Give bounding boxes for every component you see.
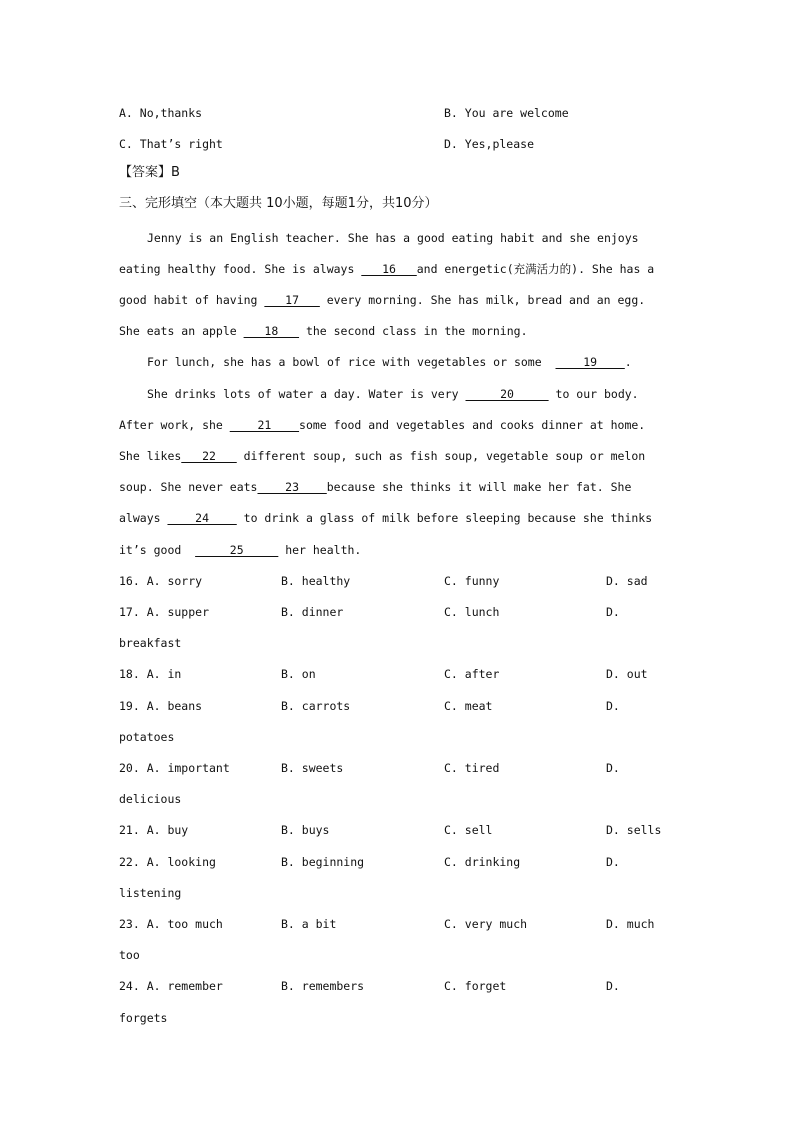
choice-b: B. dinner xyxy=(281,605,344,619)
blank-18: ___18___ xyxy=(243,324,300,338)
passage-line: She likes___22___ different soup, such as fish soup, vegetable soup or melon xyxy=(119,449,646,463)
choice-a: 20. A. important xyxy=(119,761,230,775)
choice-b: B. carrots xyxy=(281,699,351,713)
passage-line: always ____24____ to drink a glass of milk before sleeping because she thinks xyxy=(119,511,653,525)
choice-c: C. after xyxy=(444,667,500,681)
choice-a: 18. A. in xyxy=(119,667,182,681)
option-c: C. That’s right xyxy=(119,137,223,151)
choice-d: D. xyxy=(606,761,620,775)
choice-d: D. sad xyxy=(606,574,648,588)
blank-19: ____19____ xyxy=(555,355,625,369)
choice-b: B. sweets xyxy=(281,761,344,775)
choice-c: C. meat xyxy=(444,699,493,713)
option-d: D. Yes,please xyxy=(444,137,535,151)
choice-d-wrap: forgets xyxy=(119,1011,168,1025)
passage-line: it’s good _____25_____ her health. xyxy=(119,543,362,557)
choice-c: C. tired xyxy=(444,761,500,775)
choice-b: B. healthy xyxy=(281,574,351,588)
choice-d: D. sells xyxy=(606,823,662,837)
choice-d: D. much xyxy=(606,917,655,931)
passage-line: soup. She never eats____23____because she thinks it will make her fat. She xyxy=(119,480,632,494)
choice-a: 24. A. remember xyxy=(119,979,223,993)
passage-line: eating healthy food. She is always ___16___and energetic(充满活力的). She has a xyxy=(119,262,655,276)
choice-c: C. funny xyxy=(444,574,500,588)
option-a: A. No,thanks xyxy=(119,106,203,120)
choice-b: B. on xyxy=(281,667,316,681)
choice-a: 22. A. looking xyxy=(119,855,216,869)
blank-21: ____21____ xyxy=(229,418,300,432)
blank-16: ___16___ xyxy=(361,262,417,276)
blank-24: ____24____ xyxy=(167,511,237,525)
choice-d: D. xyxy=(606,605,620,619)
blank-22: ___22___ xyxy=(181,449,237,463)
choice-d-wrap: delicious xyxy=(119,792,182,806)
choice-b: B. a bit xyxy=(281,917,337,931)
choice-c: C. forget xyxy=(444,979,507,993)
choice-d-wrap: breakfast xyxy=(119,636,182,650)
choice-b: B. buys xyxy=(281,823,330,837)
blank-20: _____20_____ xyxy=(465,387,549,401)
choice-a: 17. A. supper xyxy=(119,605,210,619)
choice-a: 19. A. beans xyxy=(119,699,203,713)
blank-25: _____25_____ xyxy=(195,543,279,557)
choice-b: B. beginning xyxy=(281,855,365,869)
choice-d-wrap: too xyxy=(119,948,140,962)
choice-a: 21. A. buy xyxy=(119,823,189,837)
choice-c: C. very much xyxy=(444,917,528,931)
choice-c: C. lunch xyxy=(444,605,500,619)
passage-line: After work, she ____21____some food and vegetables and cooks dinner at home. xyxy=(119,418,646,432)
passage-line: good habit of having ___17___ every morning. She has milk, bread and an egg. xyxy=(119,293,646,307)
choice-d: D. xyxy=(606,699,620,713)
passage-line: For lunch, she has a bowl of rice with vegetables or some ____19____. xyxy=(147,355,632,369)
choice-d: D. out xyxy=(606,667,648,681)
passage-line: She drinks lots of water a day. Water is very _____20_____ to our body. xyxy=(147,387,639,401)
choice-a: 16. A. sorry xyxy=(119,574,203,588)
choice-b: B. remembers xyxy=(281,979,365,993)
choice-d-wrap: listening xyxy=(119,886,182,900)
section-title: 三、完形填空（本大题共 10小题，每题1分，共10分） xyxy=(119,196,438,211)
choice-d: D. xyxy=(606,979,620,993)
choice-c: C. sell xyxy=(444,823,493,837)
blank-17: ___17___ xyxy=(264,293,320,307)
choice-c: C. drinking xyxy=(444,855,521,869)
choice-a: 23. A. too much xyxy=(119,917,223,931)
option-b: B. You are welcome xyxy=(444,106,569,120)
choice-d: D. xyxy=(606,855,620,869)
choice-d-wrap: potatoes xyxy=(119,730,175,744)
passage-line: Jenny is an English teacher. She has a good eating habit and she enjoys xyxy=(147,231,639,245)
answer-label: 【答案】B xyxy=(119,165,180,180)
blank-23: ____23____ xyxy=(257,480,327,494)
passage-line: She eats an apple ___18___ the second class in the morning. xyxy=(119,324,528,338)
